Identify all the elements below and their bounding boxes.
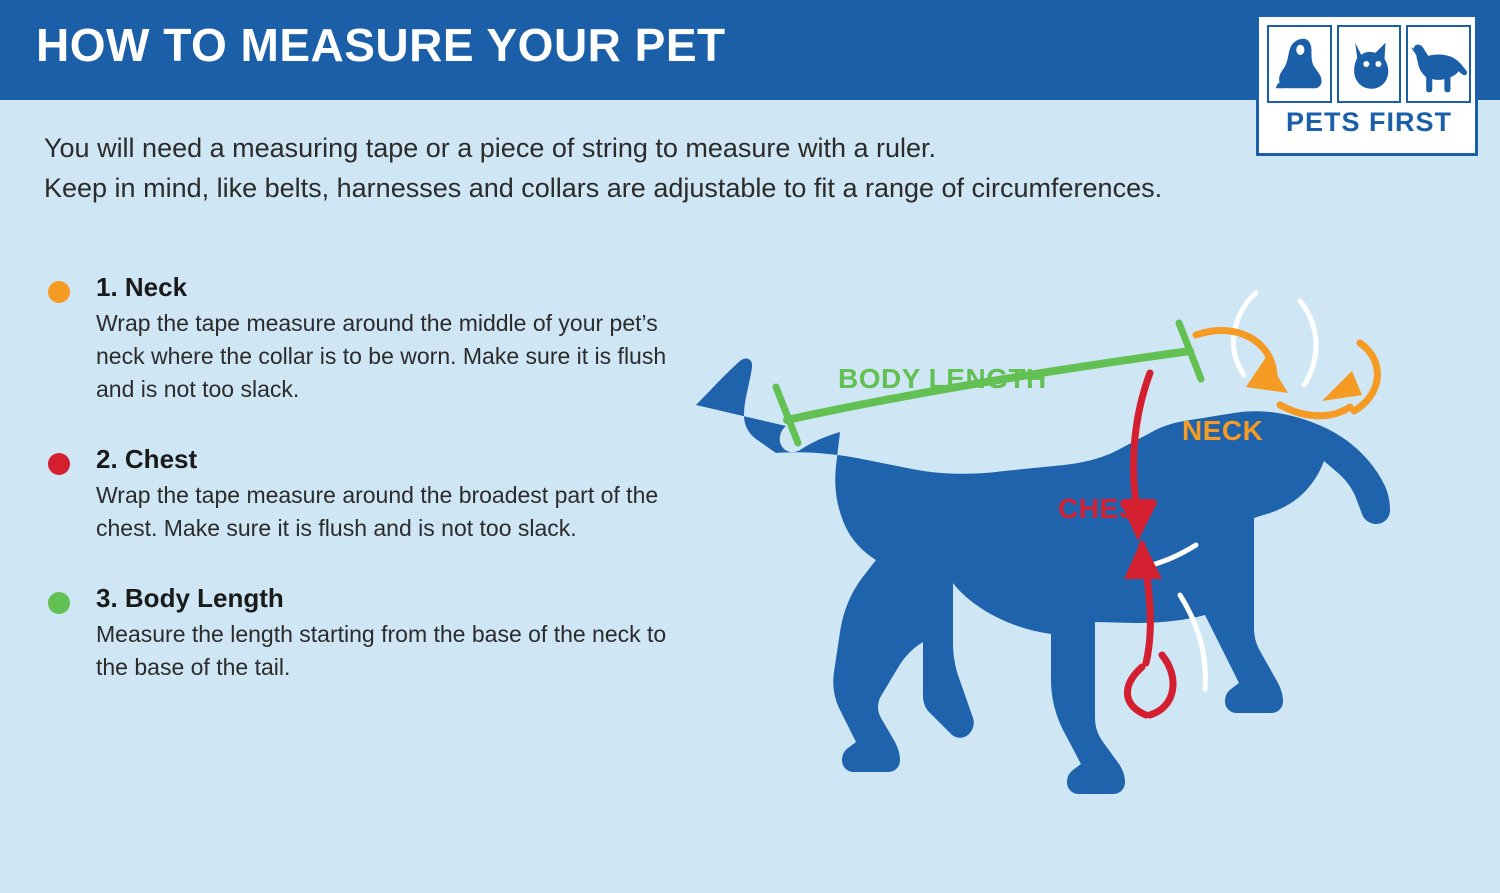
standing-dog-icon — [1406, 25, 1471, 103]
neck-arrow-heads-icon — [1246, 357, 1362, 401]
sitting-dog-icon — [1267, 25, 1332, 103]
label-neck: NECK — [1182, 415, 1264, 446]
logo-wordmark: PETS FIRST — [1285, 107, 1452, 137]
steps-list — [44, 272, 674, 722]
intro-line-2: Keep in mind, like belts, harnesses and collars are adjustable to fit a range of circumferences. — [44, 173, 1163, 203]
step-body-length-title: 3. Body Length — [96, 583, 284, 613]
bullet-dot-body-length-icon — [48, 592, 70, 614]
bullet-dot-chest-icon — [48, 453, 70, 475]
step-body-length — [44, 583, 674, 684]
page-title: HOW TO MEASURE YOUR PET — [36, 19, 726, 71]
bullet-dot-neck-icon — [48, 281, 70, 303]
step-chest — [44, 444, 674, 545]
logo-icon-frames — [1267, 25, 1471, 103]
step-neck — [44, 272, 674, 406]
dog-silhouette-icon — [696, 359, 1390, 794]
step-neck-title: 1. Neck — [96, 272, 188, 302]
dog-measurement-diagram — [660, 215, 1490, 885]
step-chest-title: 2. Chest — [96, 444, 198, 474]
dog-head-icon — [1337, 25, 1402, 103]
step-neck-body: Wrap the tape measure around the middle of your pet’s neck where the collar is to be worn. Make sure it is flush and is not too slack. — [96, 310, 667, 402]
step-body-length-body: Measure the length starting from the base of the neck to the base of the tail. — [96, 621, 667, 680]
label-body-length: BODY LENGTH — [838, 363, 1047, 394]
intro-text — [44, 128, 1334, 208]
step-chest-body: Wrap the tape measure around the broadest part of the chest. Make sure it is flush and is not too slack. — [96, 482, 659, 541]
intro-line-1: You will need a measuring tape or a piece of string to measure with a ruler. — [44, 133, 937, 163]
label-chest: CHEST — [1058, 493, 1156, 524]
